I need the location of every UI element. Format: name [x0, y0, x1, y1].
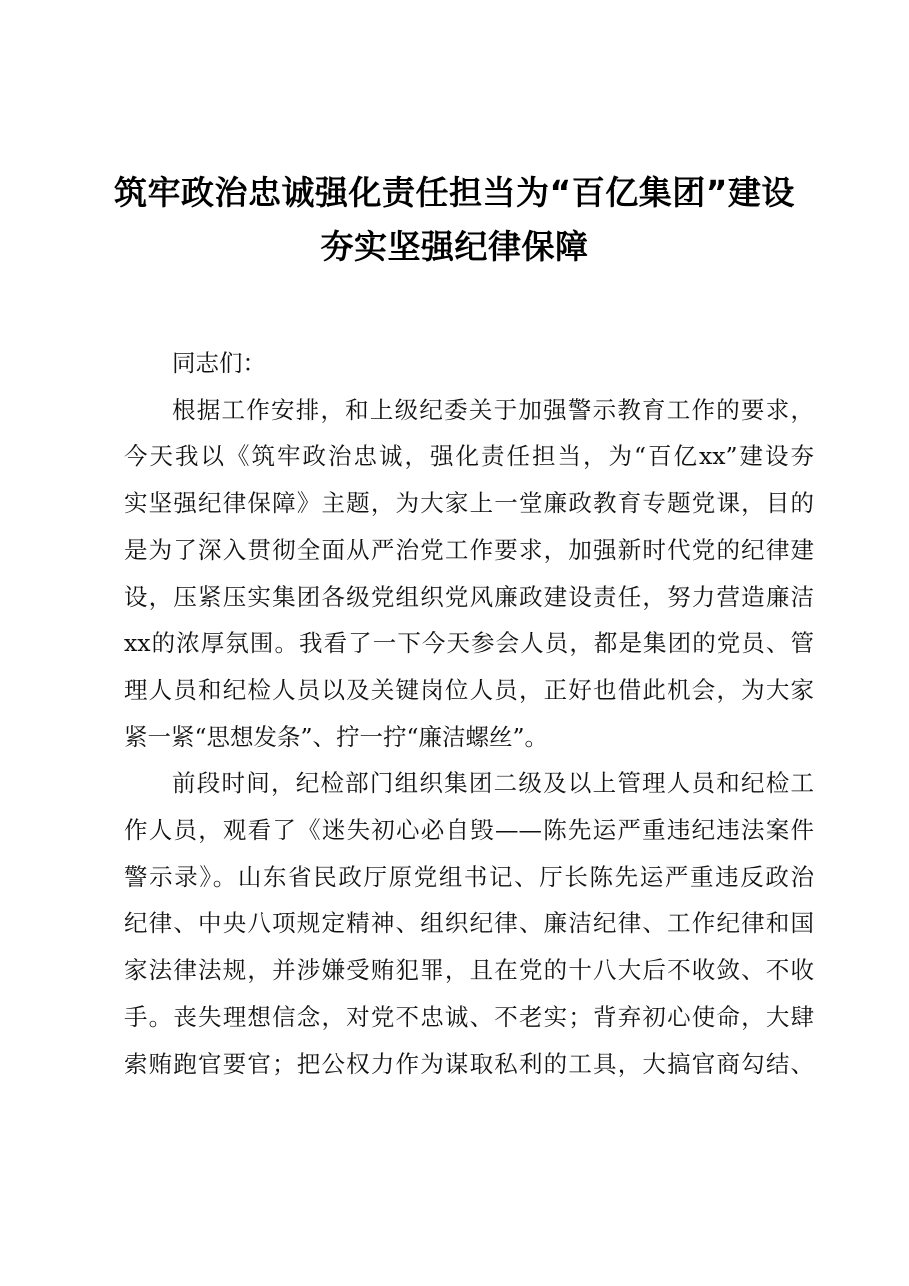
paragraph-line: 实坚强纪律保障》主题，为大家上一堂廉政教育专题党课，目的 [124, 489, 814, 518]
paragraph-2 [124, 760, 814, 1087]
paragraph-line: 理人员和纪检人员以及关键岗位人员，正好也借此机会，为大家 [124, 675, 814, 704]
paragraph-1 [124, 387, 814, 761]
document-body [124, 340, 814, 1087]
paragraph-line: 前段时间，纪检部门组织集团二级及以上管理人员和纪检工 [172, 769, 814, 798]
title-line-1: 筑牢政治忠诚强化责任担当为“百亿集团”建设 [114, 173, 795, 212]
paragraph-line: 手。丧失理想信念，对党不忠诚、不老实；背弃初心使命，大肆 [124, 1002, 814, 1031]
paragraph-line: 警示录》。山东省民政厅原党组书记、厅长陈先运严重违反政治 [124, 862, 814, 891]
document-title [60, 166, 849, 274]
paragraph-line: 纪律、中央八项规定精神、组织纪律、廉洁纪律、工作纪律和国 [124, 909, 814, 938]
paragraph-line: 设，压紧压实集团各级党组织党风廉政建设责任，努力营造廉洁 [124, 582, 814, 611]
paragraph-line: xx的浓厚氛围。我看了一下今天参会人员，都是集团的党员、管 [124, 629, 814, 658]
salutation: 同志们： [172, 349, 266, 377]
paragraph-line: 家法律法规，并涉嫌受贿犯罪，且在党的十八大后不收敛、不收 [124, 956, 814, 985]
paragraph-line: 作人员，观看了《迷失初心必自毁——陈先运严重违纪违法案件 [124, 816, 814, 845]
paragraph-line: 索贿跑官要官；把公权力作为谋取私利的工具，大搞官商勾结、 [124, 1049, 814, 1078]
paragraph-line: 今天我以《筑牢政治忠诚，强化责任担当，为“百亿xx”建设夯 [124, 442, 814, 471]
paragraph-line: 是为了深入贯彻全面从严治党工作要求，加强新时代党的纪律建 [124, 535, 814, 564]
title-line-2: 夯实坚强纪律保障 [320, 227, 589, 266]
paragraph-line: 紧一紧“思想发条”、拧一拧“廉洁螺丝”。 [124, 722, 549, 751]
paragraph-line: 根据工作安排，和上级纪委关于加强警示教育工作的要求， [172, 395, 814, 424]
